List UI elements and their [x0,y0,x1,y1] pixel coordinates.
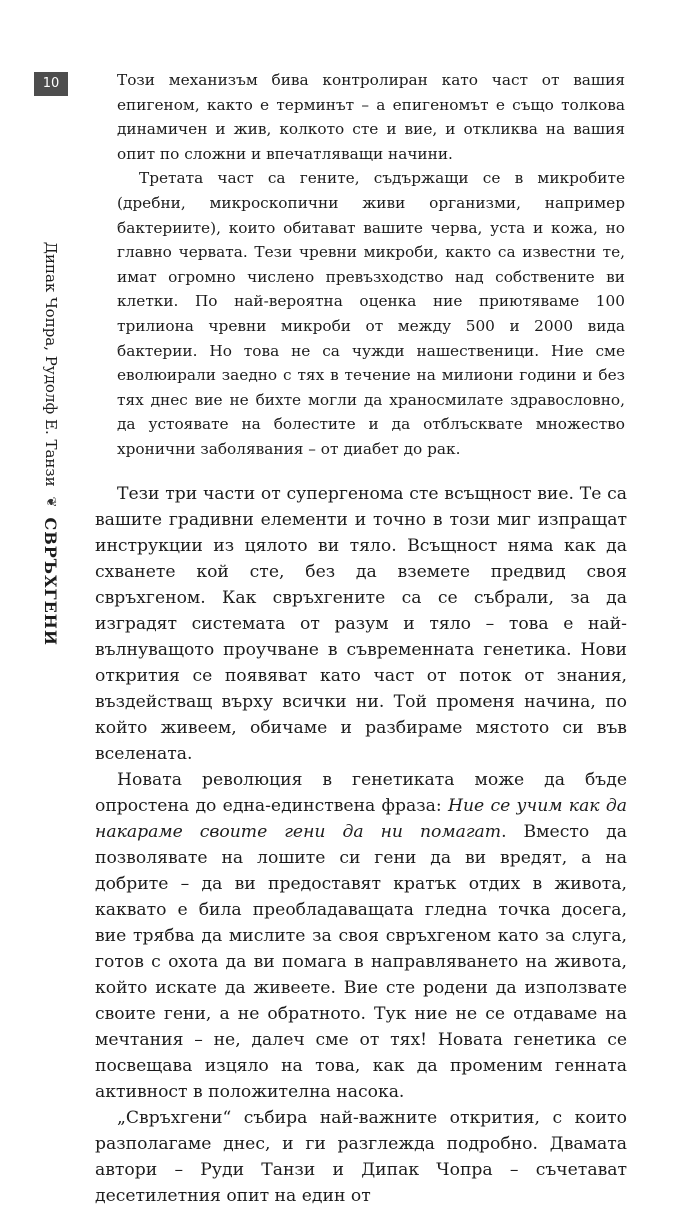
quote-paragraph: Третата част са гените, съдържащи се в микробите (дребни, микроскопични живи организми, например бактериите), които обитават вашите черва, уста и кожа, но главно червата. Тези чревни микроби, както са известни те, имат огромно числено превъзходство над собствените ви клетки. По най-вероятна оценка ние приютяваме 100 трилиона чревни микроби от между 500 и 2000 вида бактерии. Но това не са чужди нашественици. Ние сме еволюирали заедно с тях в течение на милиони години и без тях днес вие не бихте могли да храносмилате здравословно, да устоявате на болестите и да отблъсквате множество хронични заболявания – от диабет до рак. [117,169,625,458]
main-text [95,481,627,1209]
fleuron-icon: ❦ [43,496,59,508]
body-text: Новата революция в генетиката може да бъде опростена до една-единствена фраза: [95,770,627,816]
page-number: 10 [34,72,68,96]
book-authors: Дипак Чопра, Рудолф Е. Танзи [42,241,60,487]
book-title: СВРЪХГЕНИ [41,517,61,646]
body-text: . Вместо да позволявате на лошите си гени да ви вредят, а на добрите – да ви предоставят кратък отдих в живота, каквато е била преобладаващата гледна точка досега, вие трябва да мислите за своя свръхгеном като за слуга, готов с охота да ви помага в направляването на живота, който искате да живеете. Вие сте родени да използвате своите гени, а не обратното. Тук ние не се отдаваме на мечтания – не, далеч сме от тях! Новата генетика се посвещава изцяло на това, как да променим генната активност в положителна насока. [95,822,627,1102]
running-header [24,106,78,646]
indented-passage [117,68,625,462]
emphasized-phrase: Ние се учим как да накараме своите гени да ни помагат [95,796,627,842]
body-paragraph: „Свръхгени“ събира най-важните открития, с които разполагаме днес, и ги разглежда подробно. Двамата автори – Руди Танзи и Дипак Чопра – съчетават десетилетния опит на един от [95,1108,627,1206]
body-paragraph: Тези три части от супергенома сте всъщност вие. Те са вашите градивни елементи и точно в този миг изпращат инструкции из цялото ви тяло. Всъщност няма как да схванете кой сте, без да вземете предвид своя свръхгеном. Как свръхгените са се събрали, за да изградят системата от разум и тяло – това е най-вълнуващото проучване в съвременната генетика. Нови открития се появяват като част от поток от знания, въздействащ върху всички ни. Той променя начина, по който живеем, обичаме и разбираме мястото си във вселената. [95,484,627,764]
body-paragraph [95,767,627,1105]
quote-paragraph: Този механизъм бива контролиран като част от вашия епигеном, както е терминът – а епигеномът е също толкова динамичен и жив, колкото сте и вие, и откликва на вашия опит по сложни и впечатляващи начини. [117,71,625,163]
